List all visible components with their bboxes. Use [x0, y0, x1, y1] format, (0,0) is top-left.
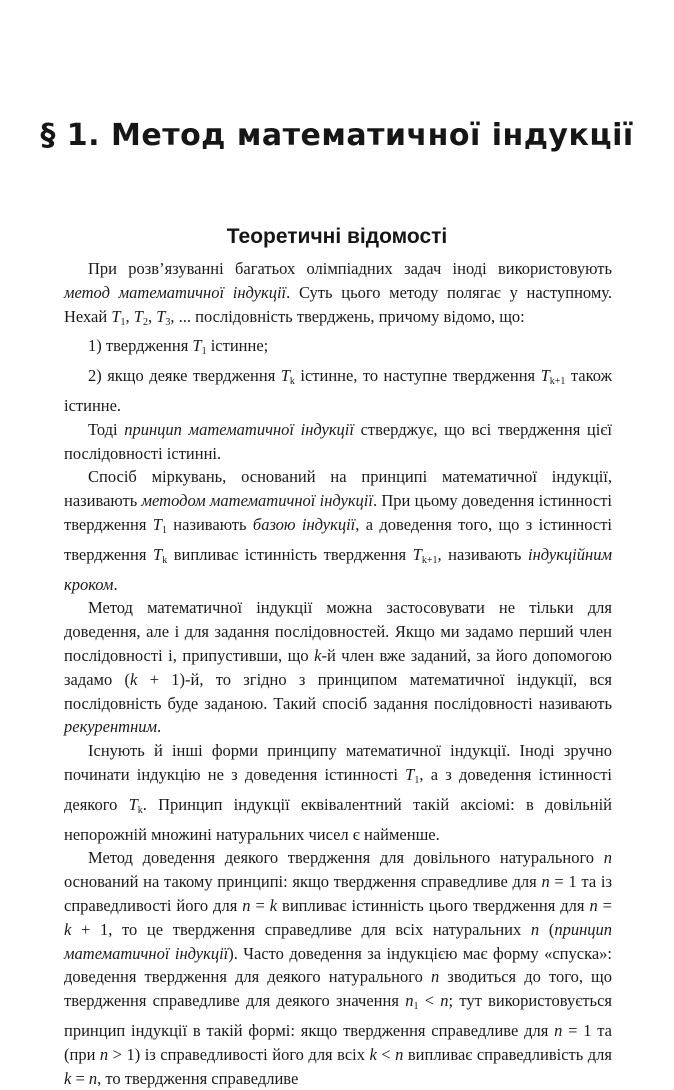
symbol-t: T [111, 306, 121, 326]
subscript: k [162, 554, 168, 566]
symbol-t: T [405, 764, 415, 784]
list-item-1: 1) твердження $T_1$ істинне; [88, 336, 269, 358]
term-step: індукційним кроком [64, 544, 612, 594]
subscript: k [289, 376, 295, 388]
subscript: k+1 [421, 554, 438, 566]
section-title: Теоретичні відомості [226, 225, 448, 248]
subscript: 1 [201, 346, 207, 358]
symbol-t: T [152, 514, 162, 534]
body-text [64, 257, 612, 1090]
paragraph-method-definition: Спосіб міркувань, оснований на принципі математичної індукції, називають методом математичної індукції. При цьому доведення істинності твердження $T_1$ називають базою індукції, а доведення того, що з істинності твердження $T_k$ випливає істинність твердження $T_{k+1}$, називають індукційним кроком. [64, 467, 613, 594]
paragraph-proof-method: Метод доведення деякого твердження для довільного натурального n оснований на такому принципі: якщо твердження справедливе для n = 1 та із справедливості його для n = k випливає істинність цього твердження для n = k + 1, то це твердження справедливе для всіх натуральних n (принцип математичної індукції). Часто доведення за індукцією має форму «спуска»: доведення твердження для деякого натурального n зводиться до того, що твердження справедливе для деякого значення $n_1 < n$; тут використовується принцип індукції в такій формі: якщо твердження справедливе для n = 1 та (при n > 1) із справедливості його для всіх k < n випливає справедливість для k = n, то твердження справедливе [64, 848, 613, 1088]
symbol-t: T [133, 306, 143, 326]
term-recurrent: рекурентним [64, 717, 158, 737]
symbol-t: T [280, 366, 290, 386]
term-method: метод математичної індукції [64, 282, 287, 302]
paragraph-sequences: Метод математичної індукції можна застосовувати не тільки для доведення, але і для задання послідовностей. Якщо ми задамо перший член послідовності і, припустивши, що k-й член вже заданий, за його допомогою задамо (k + 1)-й, то згідно з принципом математичної індукції, вся послідовність буде заданою. Такий спосіб задання послідовності називають рекурентним. [64, 598, 612, 737]
subscript: 1 [120, 316, 126, 328]
term-method: методом математичної індукції [141, 491, 373, 511]
subscript: 1 [161, 524, 167, 536]
subscript: 2 [142, 316, 148, 328]
symbol-t: T [153, 544, 163, 564]
term-principle: принцип математичної індукції [64, 919, 613, 963]
symbol-t: T [128, 794, 138, 814]
paragraph-other-forms: Існують й інші форми принципу математичної індукції. Іноді зручно починати індукцію не з доведення істинності $T_1$, а з доведення істинності деякого $T_k$. Принцип індукції еквівалентний такій аксіомі: в довільній непорожній множині натуральних чисел є найменше. [64, 741, 612, 844]
subscript: 1 [414, 774, 420, 786]
symbol-t: T [540, 366, 550, 386]
term-principle: принцип математичної індукції [124, 419, 354, 439]
list-item-2: 2) якщо деяке твердження $T_k$ істинне, то наступне твердження $T_{k+1}$ також істинне. [64, 366, 612, 415]
chapter-title: § 1. Метод математичної індукції [40, 118, 634, 153]
symbol-t: T [156, 306, 166, 326]
subscript: 3 [165, 316, 171, 328]
symbol-t: T [192, 336, 202, 356]
subscript: k+1 [549, 376, 566, 388]
paragraph-intro: При розв’язуванні багатьох олімпіадних задач іноді використовують метод математичної індукції. Суть цього методу полягає у наступному. Нехай $T_1$, $T_2$, $T_3$, ... послідовність тверджень, причому відомо, що: [64, 259, 612, 328]
subscript: 1 [413, 1001, 419, 1013]
symbol-t: T [412, 544, 422, 564]
paragraph-principle: Тоді принцип математичної індукції стверджує, що всі твердження цієї послідовності істинні. [64, 419, 613, 463]
term-base: базою індукції [252, 514, 356, 534]
subscript: k [137, 804, 143, 816]
